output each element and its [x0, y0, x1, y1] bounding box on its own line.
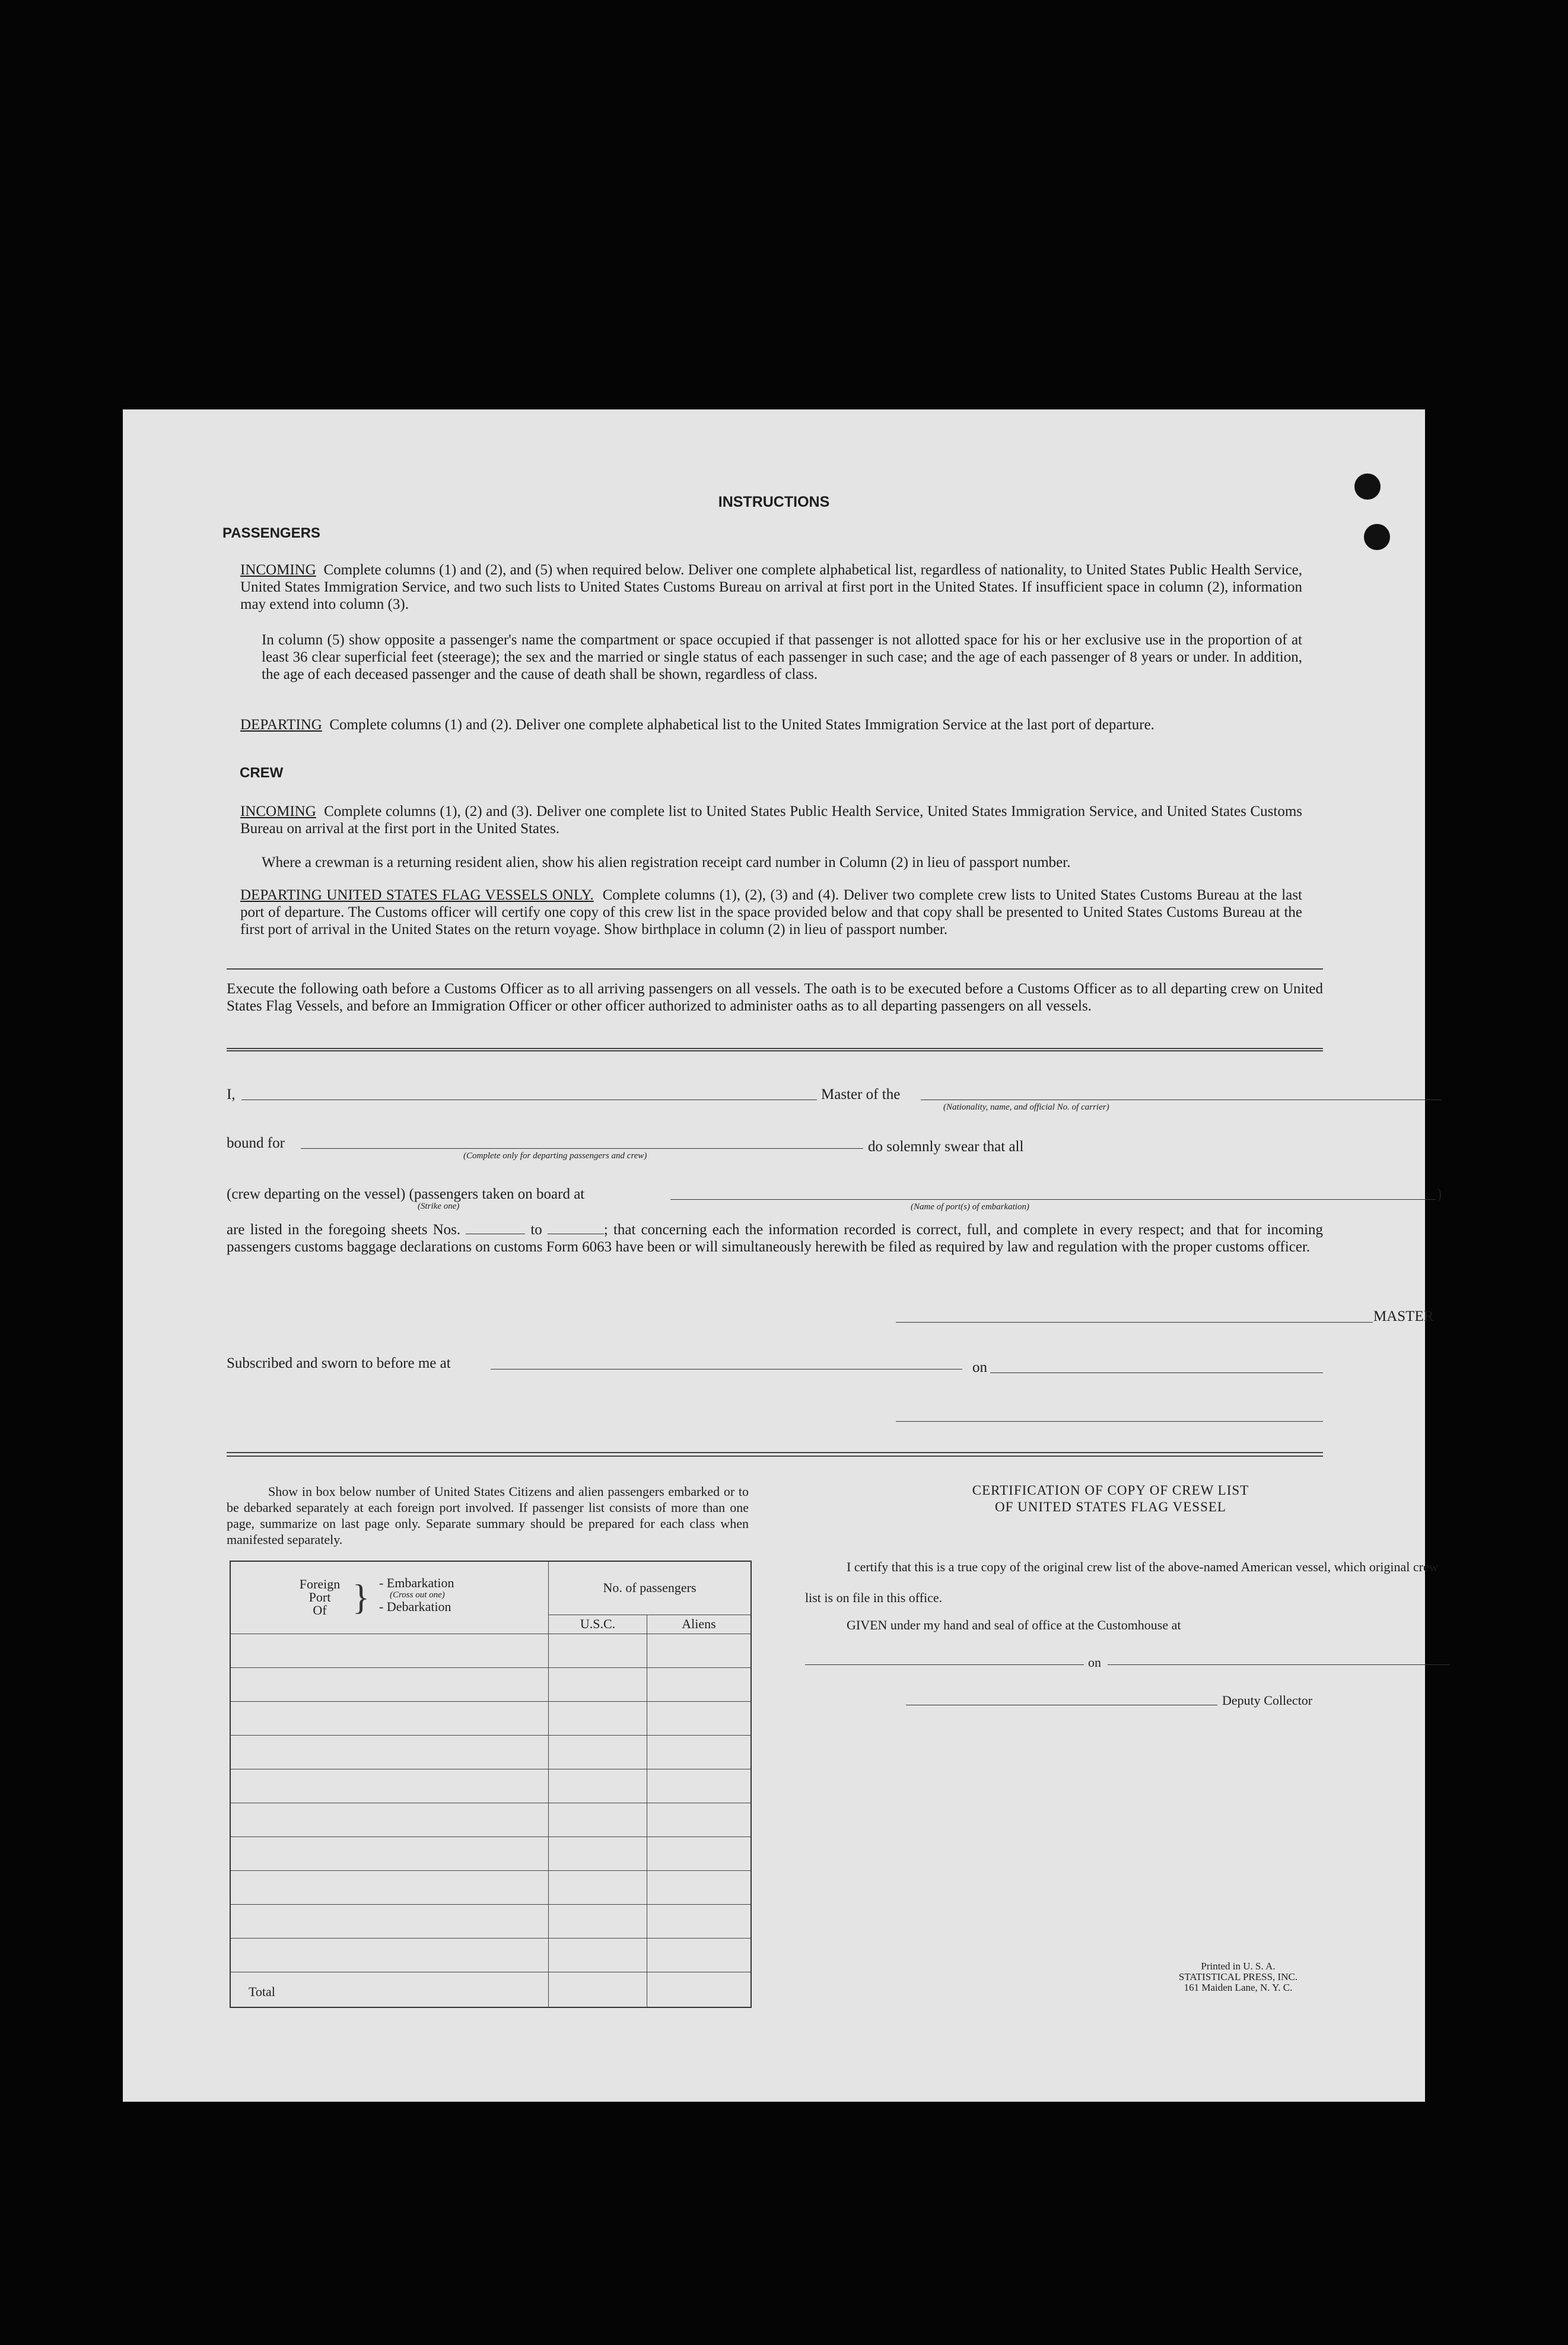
oath-i-label: I, [227, 1086, 236, 1102]
subscribed-label: Subscribed and sworn to before me at [227, 1355, 451, 1371]
carrier-note: (Nationality, name, and official No. of carrier) [943, 1102, 1109, 1112]
aliens-header: Aliens [647, 1615, 752, 1634]
master-label: MASTER [1373, 1308, 1434, 1324]
sheet-from-field[interactable] [466, 1223, 525, 1234]
table-row [230, 1836, 751, 1870]
table-row [230, 1634, 751, 1667]
master-of-label: Master of the [821, 1086, 901, 1102]
table-row [230, 1735, 751, 1769]
bound-for-label: bound for [227, 1135, 285, 1151]
table-row [230, 1904, 751, 1938]
table-row [230, 1701, 751, 1735]
brace-glyph: } [352, 1578, 370, 1618]
swear-text: do solemnly swear that all [868, 1139, 1024, 1155]
divider [227, 1456, 1323, 1457]
divider [227, 1048, 1323, 1049]
customhouse-field[interactable] [805, 1664, 1084, 1665]
deputy-collector-label: Deputy Collector [1222, 1693, 1313, 1708]
foreign-port-header [230, 1561, 549, 1634]
total-label: Total [230, 1972, 549, 2007]
page-title: INSTRUCTIONS [718, 494, 830, 510]
passenger-count-table [230, 1561, 752, 2008]
table-row [230, 1667, 751, 1701]
no-of-passengers-header: No. of passengers [549, 1561, 752, 1615]
cert-date-field[interactable] [1108, 1664, 1450, 1665]
divider [227, 1452, 1323, 1453]
crew-heading: CREW [240, 765, 284, 781]
crew-incoming: INCOMING Complete columns (1), (2) and (3). Deliver one complete list to United States Public Health Service, United States Immigration Service, and United States Customs Bureau on arrival at the first port in the United States. [240, 803, 1303, 837]
certification-title: CERTIFICATION OF COPY OF CREW LIST OF UNITED STATES FLAG VESSEL [972, 1483, 1249, 1514]
bound-for-field[interactable] [301, 1148, 863, 1149]
table-row [230, 1938, 751, 1972]
passengers-departing: DEPARTING Complete columns (1) and (2). Deliver one complete alphabetical list to the United States Immigration Service at the last port of departure. [240, 717, 1154, 733]
foreign-port-label: Foreign Port Of [299, 1577, 341, 1618]
oath-instructions: Execute the following oath before a Customs Officer as to all arriving passengers on all vessels. The oath is to be executed before a Customs Officer as to all departing crew on United States Flag Vessels, and before an Immigration Officer or other officer authorized to administer oaths as to all departing passengers on all vessels. [227, 981, 1323, 1014]
total-row [230, 1972, 751, 2007]
sworn-on-label: on [972, 1359, 987, 1375]
punch-hole [1364, 524, 1390, 550]
embark-debark-options: - Embarkation (Cross out one) - Debarkation [379, 1575, 454, 1615]
cert-on-label: on [1088, 1655, 1101, 1670]
officer-signature-field[interactable] [896, 1421, 1323, 1422]
given-under-text: GIVEN under my hand and seal of office at the Customhouse at [847, 1618, 1181, 1632]
sworn-date-field[interactable] [990, 1372, 1323, 1373]
passengers-heading: PASSENGERS [222, 525, 320, 541]
passengers-column5-note: In column (5) show opposite a passenger's name the compartment or space occupied if that passenger is not allotted space for his or her exclusive use in the proportion of at least 36 clear superficial feet (steerage); the sex and the married or single status of each passenger in such case; and the age of each passenger of 8 years or under. In addition, the age of each deceased passenger and the cause of death shall be shown, regardless of class. [262, 632, 1302, 682]
embarkation-port-field[interactable] [670, 1199, 1436, 1200]
crew-passengers-choice: (crew departing on the vessel) (passengers taken on board at [227, 1186, 585, 1202]
sheet-to-field[interactable] [548, 1223, 604, 1234]
crew-alien-note: Where a crewman is a returning resident alien, show his alien registration receipt card number in Column (2) in lieu of passport number. [262, 854, 1071, 870]
table-row [230, 1803, 751, 1836]
close-paren: ) [1437, 1186, 1442, 1202]
printer-imprint: Printed in U. S. A. STATISTICAL PRESS, INC. 161 Maiden Lane, N. Y. C. [1178, 1960, 1298, 1993]
usc-header: U.S.C. [549, 1615, 647, 1634]
divider [227, 1050, 1323, 1051]
passengers-incoming: INCOMING Complete columns (1) and (2), and (5) when required below. Deliver one complete alphabetical list, regardless of nationality, to United States Public Health Service, United States Immigration Service, and two such lists to United States Customs Bureau on arrival at first port in the United States. If insufficient space in column (2), information may extend into column (3). [240, 562, 1303, 612]
divider [227, 968, 1323, 970]
listed-statement: are listed in the foregoing sheets Nos. to ; that concerning each the information recorded is correct, full, and complete in every respect; and that for incoming passengers customs baggage declarations on customs Form 6063 have been or will simultaneously herewith be filed as required by law and regulation with the proper customs officer. [227, 1222, 1323, 1255]
box-instructions: Show in box below number of United States Citizens and alien passengers embarked or to be debarked separately at each foreign port involved. If passenger list consists of more than one page, summarize on last page only. Separate summary should be prepared for each class when manifested separately. [227, 1484, 749, 1547]
table-row [230, 1769, 751, 1803]
table-row [230, 1870, 751, 1904]
bound-for-note: (Complete only for departing passengers and crew) [463, 1151, 647, 1161]
strike-one-note: (Strike one) [418, 1202, 460, 1211]
certification-text: I certify that this is a true copy of the original crew list of the above-named American vessel, which original crew list is on file in this office. [805, 1559, 1439, 1605]
master-signature-field[interactable] [896, 1322, 1373, 1323]
crew-departing-flag: DEPARTING UNITED STATES FLAG VESSELS ONLY. Complete columns (1), (2), (3) and (4). Deliver two complete crew lists to United States Customs Bureau at the last port of departure. The Customs officer will certify one copy of this crew list in the space provided below and that copy shall be presented to United States Customs Bureau at the first port of arrival in the United States on the return voyage. Show birthplace in column (2) in lieu of passport number. [240, 887, 1302, 938]
document-page [123, 409, 1442, 2102]
port-note: (Name of port(s) of embarkation) [911, 1202, 1029, 1212]
